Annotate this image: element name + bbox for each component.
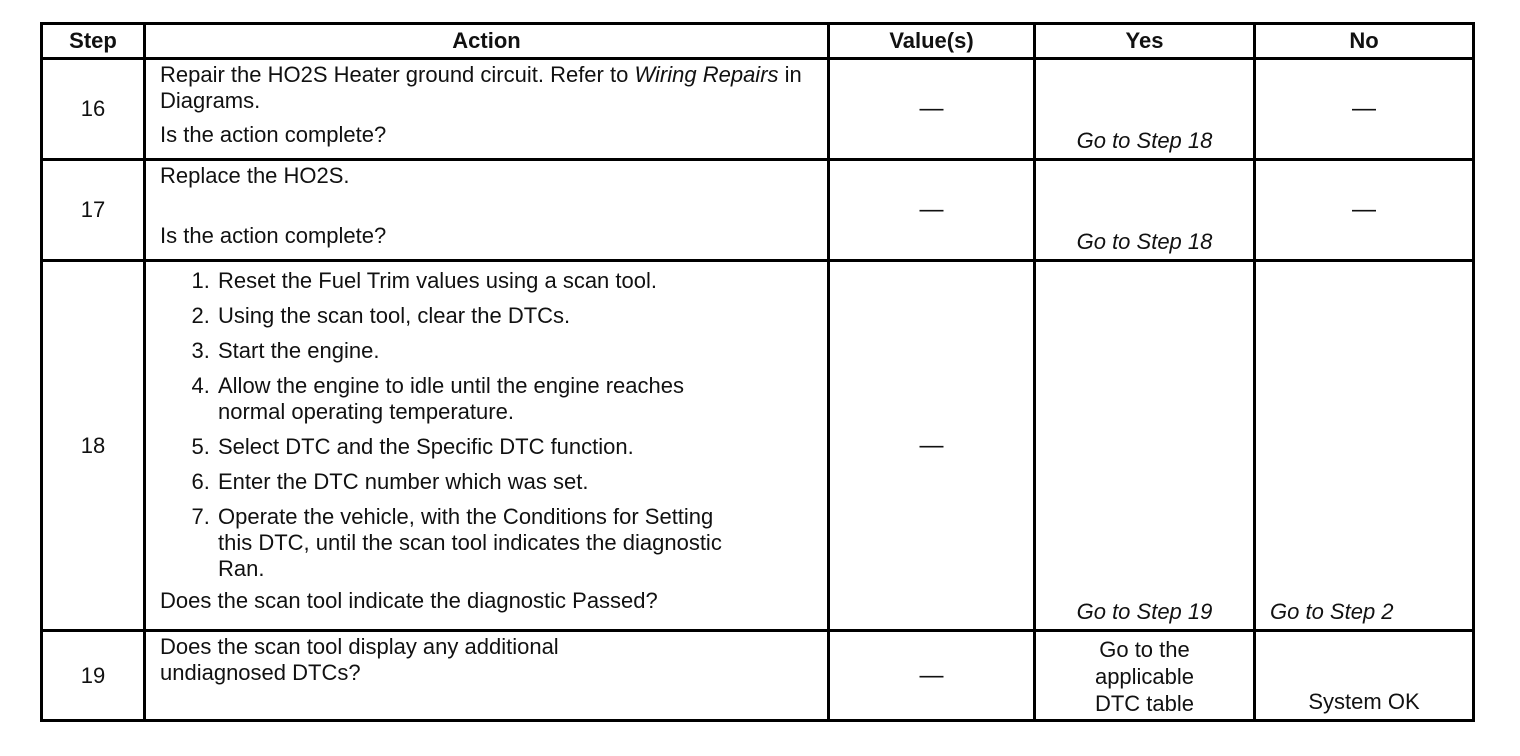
action-cell (145, 59, 829, 160)
header-action: Action (145, 24, 829, 59)
list-item: 2. Using the scan tool, clear the DTCs. (216, 303, 815, 329)
step-number: 16 (42, 59, 145, 160)
action-cell (145, 160, 829, 261)
list-item: 1. Reset the Fuel Trim values using a scan tool. (216, 268, 815, 294)
yes-cell (1035, 160, 1255, 261)
action-question: Is the action complete? (160, 223, 387, 248)
value-cell: — (829, 160, 1035, 261)
diagnostic-table (40, 22, 1475, 722)
table-row (42, 160, 1474, 261)
no-cell (1255, 261, 1474, 631)
header-yes: Yes (1035, 24, 1255, 59)
step-number: 18 (42, 261, 145, 631)
yes-cell (1035, 59, 1255, 160)
action-text: Does the scan tool display any additional undiagnosed DTCs? (160, 634, 559, 685)
table-row (42, 59, 1474, 160)
value-cell: — (829, 631, 1035, 721)
table-row (42, 261, 1474, 631)
step-number: 19 (42, 631, 145, 721)
value-cell: — (829, 261, 1035, 631)
action-cell (145, 261, 829, 631)
yes-text: Go to Step 18 (1076, 128, 1213, 153)
yes-cell (1035, 261, 1255, 631)
header-step: Step (42, 24, 145, 59)
list-item: 6. Enter the DTC number which was set. (216, 469, 815, 495)
value-cell: — (829, 59, 1035, 160)
list-item: 5. Select DTC and the Specific DTC function. (216, 434, 815, 460)
header-row (42, 24, 1474, 59)
action-text (160, 62, 815, 114)
yes-line: applicable (1094, 664, 1195, 689)
yes-text: Go to Step 18 (1076, 229, 1213, 254)
list-item: 3. Start the engine. (216, 338, 815, 364)
step-number: 17 (42, 160, 145, 261)
header-values: Value(s) (829, 24, 1035, 59)
header-no: No (1255, 24, 1474, 59)
no-cell: — (1255, 160, 1474, 261)
list-item: 7. Operate the vehicle, with the Conditions for Setting this DTC, until the scan tool indicates the diagnostic Ran. (216, 504, 815, 582)
table-row (42, 631, 1474, 721)
yes-line: Go to the (1099, 637, 1190, 662)
action-text-italic: Wiring Repairs (634, 62, 779, 87)
action-cell (145, 631, 829, 721)
action-text: Replace the HO2S. (160, 163, 350, 188)
action-text-part: Repair the HO2S Heater ground circuit. Refer to (160, 62, 635, 87)
no-cell: — (1255, 59, 1474, 160)
no-text: Go to Step 2 (1270, 599, 1394, 624)
list-item: 4. Allow the engine to idle until the engine reaches normal operating temperature. (216, 373, 815, 425)
action-list (160, 268, 815, 582)
action-question: Is the action complete? (160, 122, 387, 147)
yes-line: DTC table (1094, 691, 1195, 716)
yes-cell (1035, 631, 1255, 721)
action-text-part: in Diagrams. (160, 62, 802, 113)
yes-text (1036, 632, 1253, 717)
action-question: Does the scan tool indicate the diagnostic Passed? (160, 588, 658, 613)
no-text: System OK (1308, 689, 1420, 714)
yes-text: Go to Step 19 (1076, 599, 1213, 624)
no-cell (1255, 631, 1474, 721)
